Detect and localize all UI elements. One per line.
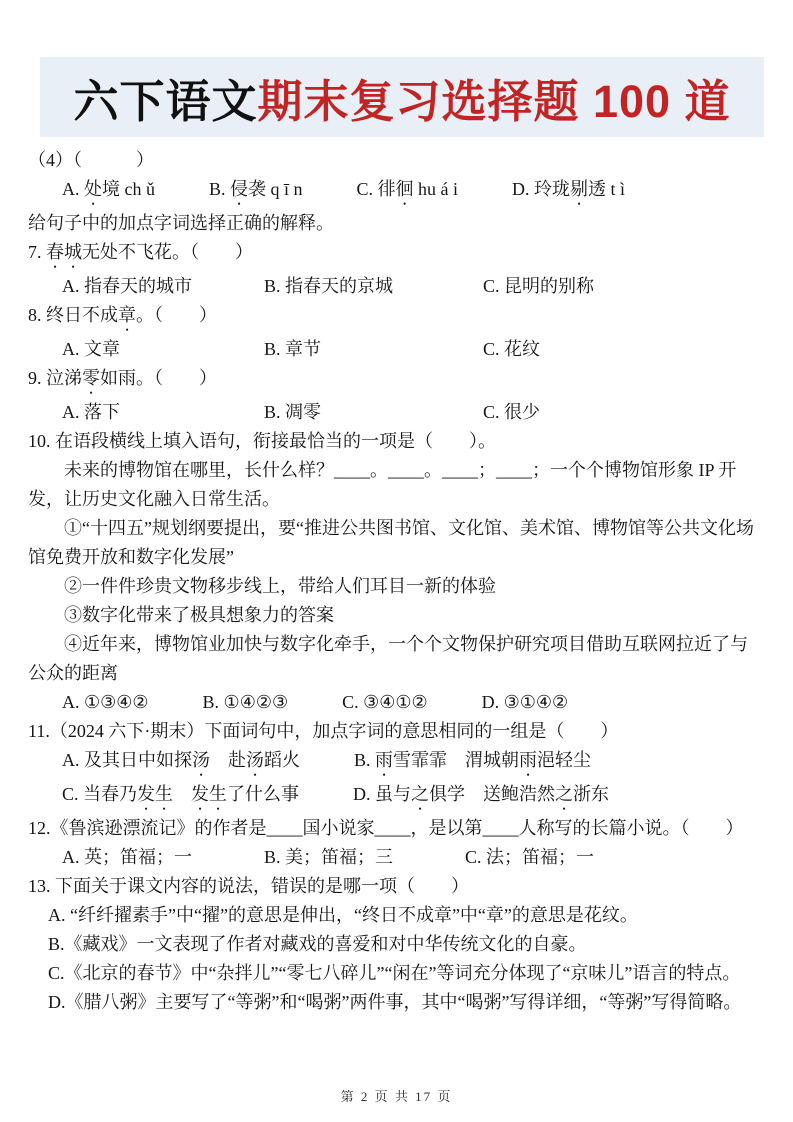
text-segment: 雪霏霏 渭城朝 [393, 750, 520, 770]
text-segment: 袭 q ī n [248, 179, 357, 199]
text-line [28, 872, 765, 901]
page-title-black: 六下语文 [73, 75, 258, 127]
emphasized-text: 章 [118, 305, 136, 325]
text-segment: 9. 泣涕 [28, 368, 82, 388]
text-segment: A. ①③④② B. ①④②③ C. ③④①② D. ③①④② [62, 692, 569, 712]
text-line [28, 456, 765, 514]
text-line [28, 688, 765, 717]
text-segment: D. 玲珑 [512, 179, 571, 199]
text-line [28, 335, 765, 364]
text-segment: B.《藏戏》一文表现了作者对藏戏的喜爱和对中华传统文化的自豪。 [48, 934, 587, 954]
emphasized-text: 侵 [230, 179, 249, 199]
text-line [28, 238, 765, 272]
text-line [28, 272, 765, 301]
text-segment: 。（ ） [136, 305, 217, 325]
text-line [28, 988, 765, 1017]
text-segment: C.《北京的春节》中“杂拌儿”“零七八碎儿”“闲在”等词充分体现了“京味儿”语言的特点。 [48, 963, 741, 983]
emphasized-text: 发生 [137, 784, 174, 804]
text-segment: ③数字化带来了极具想象力的答案 [64, 605, 334, 625]
text-line [28, 514, 765, 572]
text-segment: A. 及其日中如探 [62, 750, 192, 770]
text-segment: A. 英；笛福；一 B. 美；笛福；三 C. 法；笛福；一 [62, 847, 595, 867]
text-line [28, 746, 765, 780]
text-segment: A. “纤纤擢素手”中“擢”的意思是伸出，“终日不成章”中“章”的意思是花纹。 [48, 905, 638, 925]
page-title-red: 期末复习选择题 100 道 [257, 75, 731, 127]
text-segment: 赴 [210, 750, 246, 770]
emphasized-text: 汤 [192, 750, 210, 770]
document-body [28, 146, 765, 1017]
emphasized-text: 春城 [46, 242, 82, 262]
text-line [28, 601, 765, 630]
text-line [28, 364, 765, 398]
text-line [28, 572, 765, 601]
text-segment: B. [209, 179, 231, 199]
emphasized-text: 雨 [375, 750, 394, 770]
text-segment: 12.《鲁滨逊漂流记》的作者是____国小说家____，是以第____人称写的长篇小说。（ ） [28, 818, 744, 838]
text-segment: A. 落下 B. 凋零 C. 很少 [62, 402, 541, 422]
text-segment: 了什么事 D. 虽与 [227, 784, 412, 804]
text-segment: 未来的博物馆在哪里，长什么样？____。____。____；____；一个个博物馆形象 IP 开发，让历史文化融入日常生活。 [28, 460, 737, 509]
text-line [28, 398, 765, 427]
title-banner [40, 57, 764, 137]
text-segment: 蹈火 B. [264, 750, 376, 770]
page-number: 第 2 页 共 17 页 [340, 1089, 453, 1104]
emphasized-text: 剔 [570, 179, 589, 199]
text-segment: A. 指春天的城市 B. 指春天的京城 C. 昆明的别称 [62, 276, 595, 296]
text-segment: ②一件件珍贵文物移步线上，带给人们耳目一新的体验 [64, 576, 496, 596]
text-line [28, 301, 765, 335]
text-segment: 如雨。（ ） [100, 368, 217, 388]
text-segment: 10. 在语段横线上填入语句，衔接最恰当的一项是（ ）。 [28, 431, 496, 451]
text-segment: 给句子中的加点字词选择正确的解释。 [28, 213, 334, 233]
text-line [28, 427, 765, 456]
text-segment: 俱学 送鲍浩然 [429, 784, 556, 804]
text-line [28, 780, 765, 814]
emphasized-text: 零 [82, 368, 100, 388]
text-segment: 境 ch ǔ [102, 179, 209, 199]
emphasized-text: 之 [555, 784, 574, 804]
text-line [28, 930, 765, 959]
text-segment: 8. 终日不成 [28, 305, 118, 325]
emphasized-text: 汤 [246, 750, 264, 770]
text-segment: C. 徘 [356, 179, 396, 199]
text-line [28, 901, 765, 930]
text-line [28, 717, 765, 746]
text-segment: hu á i [413, 179, 513, 199]
emphasized-text: 处 [84, 179, 102, 199]
text-line [28, 814, 765, 843]
text-segment: A. 文章 B. 章节 C. 花纹 [62, 339, 541, 359]
text-segment: A. [62, 179, 84, 199]
text-line [28, 209, 765, 238]
text-line [28, 630, 765, 688]
text-segment: 透 t ì [588, 179, 626, 199]
emphasized-text: 徊 [395, 179, 414, 199]
text-segment: 11.（2024 六下·期末）下面词句中，加点字词的意思相同的一组是（ ） [28, 721, 619, 741]
text-segment: 无处不飞花。（ ） [82, 242, 253, 262]
emphasized-text: 雨 [519, 750, 538, 770]
text-segment: D.《腊八粥》主要写了“等粥”和“喝粥”两件事，其中“喝粥”写得详细，“等粥”写得简略。 [48, 992, 742, 1012]
text-line [28, 843, 765, 872]
text-line [28, 959, 765, 988]
text-line [28, 146, 765, 175]
text-segment: 浙东 [573, 784, 610, 804]
text-segment: 13. 下面关于课文内容的说法，错误的是哪一项（ ） [28, 876, 469, 896]
text-segment: C. 当春乃 [62, 784, 138, 804]
text-segment: 浥轻尘 [537, 750, 592, 770]
text-segment: 7. [28, 242, 46, 262]
emphasized-text: 之 [411, 784, 430, 804]
text-segment: （4）（ ） [28, 150, 154, 170]
text-segment: ①“十四五”规划纲要提出，要“推进公共图书馆、文化馆、美术馆、博物馆等公共文化场馆免费开放和数字化发展” [28, 518, 754, 567]
text-line [28, 175, 765, 209]
emphasized-text: 发生 [191, 784, 228, 804]
text-segment: ④近年来，博物馆业加快与数字化牵手，一个个文物保护研究项目借助互联网拉近了与公众的距离 [28, 634, 748, 683]
text-segment [173, 784, 191, 804]
